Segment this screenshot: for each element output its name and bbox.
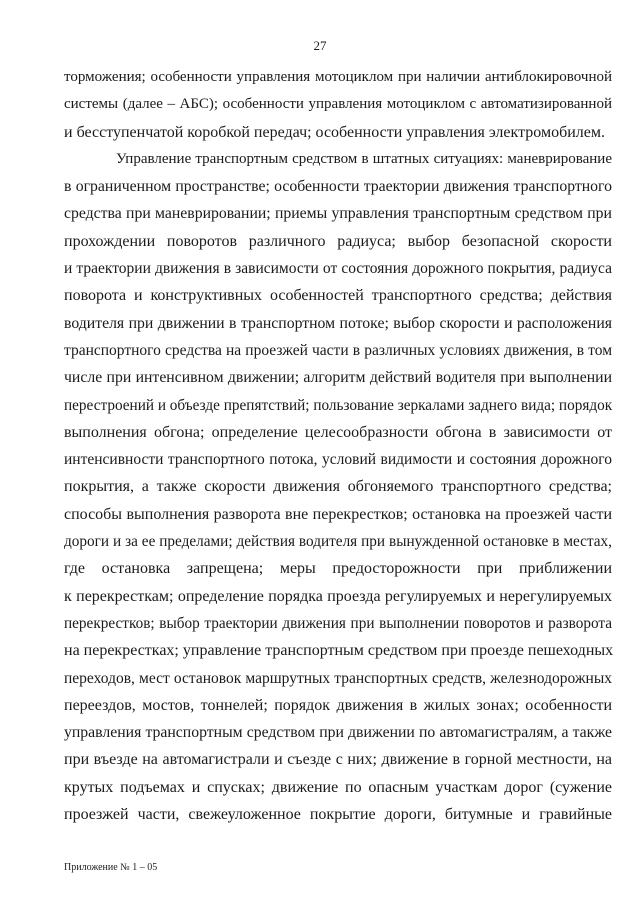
- text-line: средства при маневрировании; приемы управления транспортным средством при: [64, 205, 612, 223]
- text-line: и бесступенчатой коробкой передач; особенности управления электромобилем.: [64, 123, 605, 141]
- text-line: Управление транспортным средством в штатных ситуациях: маневрирование: [116, 150, 612, 167]
- text-line: где остановка запрещена; меры предосторожности при приближении: [64, 560, 612, 578]
- text-line: управления транспортным средством при движении по автомагистралям, а также: [64, 724, 612, 742]
- text-line: переездов, мостов, тоннелей; порядок движения в жилых зонах; особенности: [64, 696, 612, 714]
- text-line: перестроений и объезде препятствий; пользование зеркалами заднего вида; порядок: [64, 396, 613, 414]
- body-text: [64, 64, 612, 828]
- text-line: способы выполнения разворота вне перекрестков; остановка на проезжей части: [64, 505, 612, 523]
- text-line: торможения; особенности управления мотоциклом при наличии антиблокировочной: [64, 69, 612, 85]
- text-line: водителя при движении в транспортном потоке; выбор скорости и расположения: [64, 314, 612, 332]
- text-line: к перекресткам; определение порядка проезда регулируемых и нерегулируемых: [64, 587, 612, 605]
- text-line: выполнения обгона; определение целесообразности обгона в зависимости от: [64, 423, 612, 441]
- text-line: на перекрестках; управление транспортным средством при проезде пешеходных: [64, 642, 614, 660]
- text-line: перекрестков; выбор траектории движения при выполнении поворотов и разворота: [64, 614, 612, 632]
- footer-note: Приложение № 1 – 05: [64, 862, 158, 873]
- text-line: интенсивности транспортного потока, условий видимости и состояния дорожного: [64, 451, 612, 469]
- text-line: поворота и конструктивных особенностей транспортного средства; действия: [64, 287, 612, 305]
- text-line: крутых подъемах и спусках; движение по опасным участкам дорог (сужение: [64, 778, 612, 796]
- text-line: системы (далее – АБС); особенности управления мотоциклом с автоматизированной: [64, 96, 612, 113]
- text-line: переходов, мест остановок маршрутных транспортных средств, железнодорожных: [64, 669, 612, 687]
- text-line: при въезде на автомагистрали и съезде с них; движение в горной местности, на: [64, 751, 612, 769]
- text-line: прохождении поворотов различного радиуса; выбор безопасной скорости: [64, 232, 612, 250]
- text-line: числе при интенсивном движении; алгоритм действий водителя при выполнении: [64, 369, 612, 387]
- text-line: покрытия, а также скорости движения обгоняемого транспортного средства;: [64, 478, 612, 496]
- text-line: транспортного средства на проезжей части в различных условиях движения, в том: [64, 341, 612, 359]
- text-line: и траектории движения в зависимости от состояния дорожного покрытия, радиуса: [64, 260, 612, 278]
- page-number: 27: [313, 38, 327, 53]
- text-line: дороги и за ее пределами; действия водителя при вынужденной остановке в местах,: [64, 533, 612, 551]
- text-line: проезжей части, свежеуложенное покрытие дороги, битумные и гравийные: [64, 806, 612, 824]
- text-line: в ограниченном пространстве; особенности траектории движения транспортного: [64, 178, 612, 196]
